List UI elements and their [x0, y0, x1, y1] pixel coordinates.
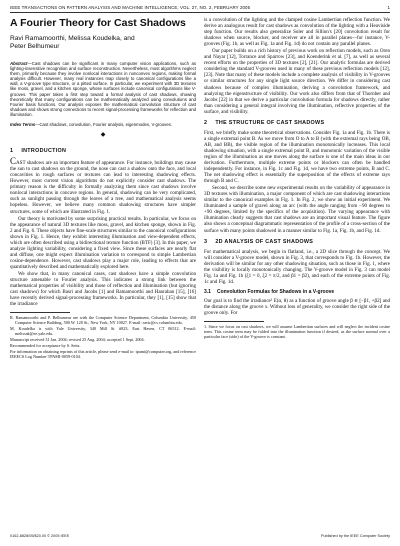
footnote-1: 1. Since we focus on cast shadows, we will assume Lambertian surfaces and will neglect the incident cosine term. This cosine term may be folded into the illumination function if desired, as the surface normal over a particular face (side) of the V-groove is constant.: [204, 323, 390, 339]
authors-line-2: Peter Belhumeur: [10, 43, 60, 50]
right-column: [204, 17, 390, 340]
subsection-heading-convolution: 3.1 Convolution Formulas for Shadows in a V-groove: [204, 288, 335, 295]
section3-paragraph-1: For mathematical analysis, we begin in flatland, i.e., a 2D slice through the concept. We will consider a V-groove model, shown in Fig. 3, that corresponds to Fig. 1b. However, the derivation will be similar for any other shadowing situation, such as those in Fig. 1, where the visibility is locally monotonically changing. The V-groove model in Fig. 3 can model Fig. 1a and Fig. 1b (ξ1 = 0, ξ2 = π/2, and β1 = β2), and each of the extreme points of Fig. 1c and Fig. 1d.: [204, 248, 390, 285]
drop-cap: C: [10, 156, 17, 167]
intro-paragraph-2: Our theory is motivated by some surprising practical results. In particular, we focus on the appearance of natural 3D textures like moss, gravel, and kitchen sponge, shown in Fig. 2 and Fig. 6. These objects have fine-scale structures similar to the canonical configurations shown in Fig. 1. Hence, they exhibit interesting illumination and view-dependent effects, which are often described using a bidirectional texture function (BTF) [3]. In this paper, we analyze lighting variability, considering a fixed view. Since these surfaces are nearly flat and diffuse, one might expect illumination variation to correspond to simple Lambertian cosine-dependence. However, cast shadows play a major role, leading to effects that are quantitatively described and mathematically explored here.: [10, 215, 196, 270]
index-terms: [10, 122, 196, 127]
index-terms-label: Index Terms: [10, 122, 36, 128]
copyright-line: 0162-8828/05/$20.00 © 2005 IEEE: [10, 534, 70, 538]
footnote-rule-right: [204, 321, 264, 322]
journal-name: IEEE TRANSACTIONS ON PATTERN ANALYSIS AND MACHINE INTELLIGENCE, VOL. 27, NO. 2, FEBRUARY 2005: [10, 5, 251, 10]
abstract-label: Abstract: [10, 61, 28, 66]
left-column: [10, 17, 196, 360]
reprints-info: For information on obtaining reprints of this article, please send e-mail to: tpami@computer.org, and reference IEEECS Log Number TPAMI-0059-0104.: [10, 349, 196, 360]
recommended-editor: Recommended for acceptance by S. Seitz.: [10, 343, 81, 349]
right-paragraph-2: Our paper builds on a rich history of previous work on reflection models, such as Oren and Nayar [12], Torrance and Sparrow [23], and Koenderink et al. [7], as well as several recent efforts on the properties of 3D textures [2], [21]. Our analytic formulas are derived considering the standard V-grooves used in many of these previous reflection models [12], [23]. Note that many of these models include a complete analysis of visibility in V-grooves or similar structures for any single light source direction. We differ in considering cast shadows because of complex illumination, deriving a convolution framework, and analyzing the eigenstructure of visibility. Our work also differs from that of Thornber and Jacobs [22] in that we derive a particular convolution formula for shadows directly, rather than considering a general integral involving the illumination, reflective properties of the surface, and visibility.: [204, 48, 390, 115]
section-heading-introduction: 1 INTRODUCTION: [10, 148, 67, 155]
author-affiliation-1: R. Ramamoorthi and P. Belhumeur are with the Computer Science Department, Columbia University, 450 Computer Science Building, 500 W. 120 St., New York, NY 10027. E-mail: ravir@cs.columbia.edu.: [10, 315, 196, 326]
subsection-paragraph-1: Our goal is to find the irradiance¹ E(α, θ) as a function of groove angle β ∈ [−β1, +β2] and the distance along the groove x. Without loss of generality, we consider the right side of the groove only. For: [204, 297, 390, 316]
section-separator: ◆: [100, 132, 106, 139]
right-paragraph-1: is a convolution of the lighting and the clamped cosine Lambertian reflection function. We derive an analogous result for cast shadows as convolution of the lighting with a Heaviside step function. Our results also generalize Soler and Sillion's [20] convolution result for shadows when source, blocker, and receiver are all in parallel planes—for instance, V-grooves (Fig. 1b, as well as Fig. 1a and Fig. 1d) do not contain any parallel planes.: [204, 17, 390, 48]
page-number: 1: [387, 5, 390, 10]
author-list: [10, 35, 196, 51]
section-heading-structure: 2 THE STRUCTURE OF CAST SHADOWS: [204, 119, 325, 126]
index-terms-text: —Cast shadows, convolution, Fourier analysis, eigenmodes, V-grooves.: [35, 122, 173, 128]
section2-paragraph-2: Second, we describe some new experimental results on the variability of appearance in 3D textures with illumination, a major component of which are cast shadowing interactions similar to the canonical examples in Fig. 1. In Fig. 2, we show an initial experiment. We illuminated a sample of gravel along an arc (with the angle ranging from −90 degrees to +90 degrees, limited by the specifics of the acquisition). The varying appearance with illumination clearly suggests that cast shadows are an important visual feature. The figure also shows a conceptual diagrammatic representation of the profile of a cross-section of the surface with many points shadowed in a manner similar to Fig. 1a, Fig. 1b, and Fig. 1d.: [204, 185, 390, 234]
section-heading-2d-analysis: 3 2D ANALYSIS OF CAST SHADOWS: [204, 238, 314, 245]
abstract: [10, 61, 196, 117]
publisher-line: Published by the IEEE Computer Society: [320, 534, 390, 538]
running-header: [10, 5, 390, 12]
intro-paragraph-3: We show that, in many canonical cases, cast shadows have a simple convolution structure amenable to Fourier analysis. This indicates a strong link between the mathematical properties of visibility and those of reflection and illumination (but ignoring cast shadows) for which Basri and Jacobs [1] and Ramamoorthi and Hanrahan [15], [16] have recently derived signal-processing frameworks. In particular, they [1], [15] show that the irradiance: [10, 270, 196, 308]
footnote-rule: [10, 312, 70, 313]
manuscript-received: Manuscript received 31 Jan. 2004; revised 25 Aug. 2004; accepted 1 Sept. 2004.: [10, 337, 145, 343]
authors-line-1: Ravi Ramamoorthi, Melissa Koudelka, and: [10, 35, 135, 42]
paper-title: A Fourier Theory for Cast Shadows: [10, 17, 186, 29]
abstract-text: —Cast shadows can be significant in many computer vision applications, such as lighting-insensitive recognition and surface reconstruction. Nevertheless, most algorithms neglect them, primarily because they involve nonlocal interactions in nonconvex regions, making formal analysis difficult. However, many real instances map closely to canonical configurations like a wall, a V-groove type structure, or a pitted surface. In particular, we experiment with 3D textures like moss, gravel, and a kitchen sponge, whose surfaces include canonical configurations like V-grooves. This paper takes a first step toward a formal analysis of cast shadows, showing theoretically that many configurations can be mathematically analyzed using convolutions and Fourier basis functions. Our analysis exposes the mathematical convolution structure of cast shadows and shows strong connections to recent signal-processing frameworks for reflection and illumination.: [10, 61, 196, 117]
author-affiliation-2: M. Koudelka is with Yale University, 340 Mill St. #823, East Haven, CT 06512. E-mail: melissak@ee.yale.edu.: [10, 326, 196, 337]
header-rule: [10, 12, 390, 13]
page-footer: [10, 534, 390, 540]
intro-paragraph-1: CAST shadows are an important feature of appearance. For instance, buildings may cause the sun to cast shadows on the ground, the nose can cast a shadow onto the face, and local concavities in rough surfaces or textures can lead to interesting shadowing effects. However, most current vision algorithms do not explicitly consider cast shadows. The primary reason is the difficulty in formally analyzing them since cast shadows involve nonlocal interactions in concave regions. In general, shadowing can be very complicated, such as sunlight passing through the leaves of a tree, and mathematical analysis seems hopeless. However, we believe many common shadowing structures have simpler structures, some of which are illustrated in Fig. 1.: [10, 156, 196, 215]
section2-paragraph-1: First, we briefly make some theoretical observations. Consider Fig. 1a and Fig. 1b. There is a single extremal point B. As we move from O to A to B (with the extremal rays being OB, AB, and BB), the visible region of the illumination monotonically increases. This local shadowing situation, with a single extremal point B, and monotonic variation of the visible region of the illumination as one moves along the surface is one of the main ideas in our derivation. Furthermore, multiple extreme points or blockers can often be handled independently. For instance, in Fig. 1c and Fig. 1d, we have two extreme points, B and C. The net shadowing effect is essentially the superposition of the effects of extreme rays through B and C.: [204, 129, 390, 185]
